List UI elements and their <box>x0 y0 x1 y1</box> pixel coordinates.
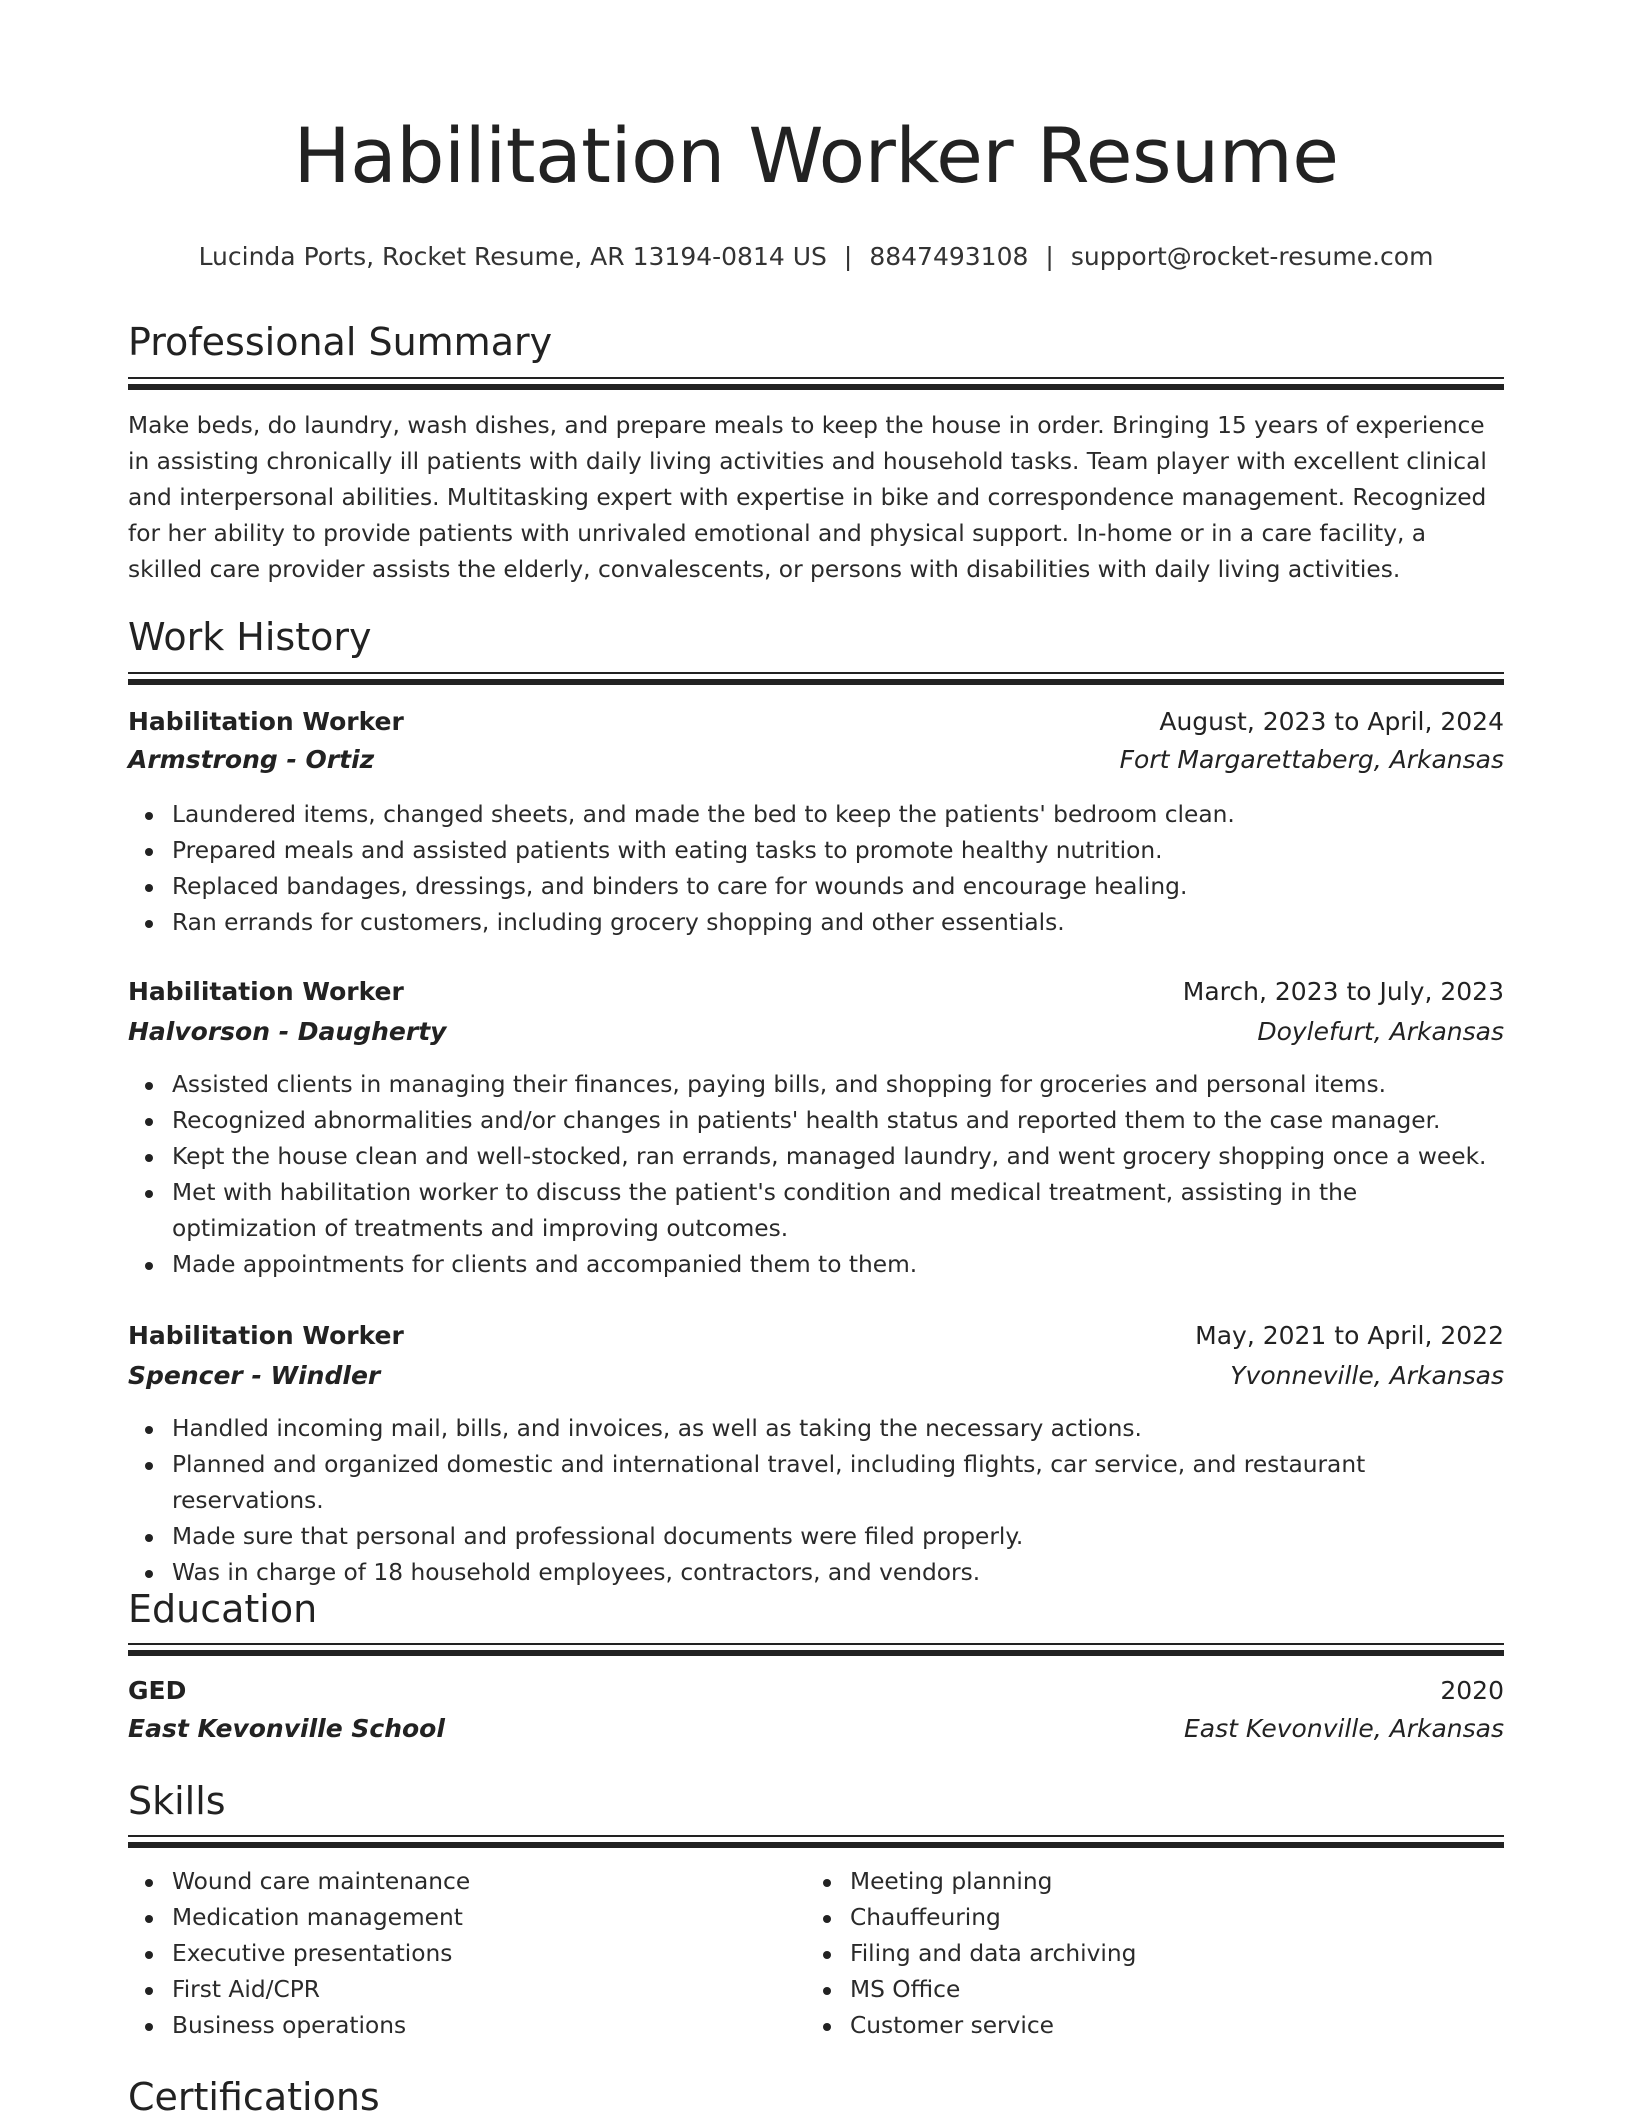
list-item: Recognized abnormalities and/or changes in patients' health status and reported them to the case manager. <box>172 1103 1504 1139</box>
job-bullets <box>128 1411 1504 1591</box>
education-year: 2020 <box>1440 1676 1504 1705</box>
job-dates: August, 2023 to April, 2024 <box>1159 707 1504 736</box>
education-location: East Kevonville, Arkansas <box>1183 1714 1504 1743</box>
list-item: Made sure that personal and professional documents were filed properly. <box>172 1519 1504 1555</box>
job-bullets <box>128 1067 1504 1283</box>
list-item: Was in charge of 18 household employees, contractors, and vendors. <box>172 1555 1504 1591</box>
list-item: Laundered items, changed sheets, and made the bed to keep the patients' bedroom clean. <box>172 797 1504 833</box>
section-divider <box>128 377 1504 391</box>
section-divider <box>128 1643 1504 1657</box>
list-item: Made appointments for clients and accompanied them to them. <box>172 1247 1504 1283</box>
job-location: Yvonneville, Arkansas <box>1230 1361 1504 1390</box>
skills-list-left <box>128 1864 768 2044</box>
job-title: Habilitation Worker <box>128 1321 404 1350</box>
contact-address: Lucinda Ports, Rocket Resume, AR 13194-0814 US <box>198 242 827 271</box>
job-employer: Spencer - Windler <box>128 1361 381 1390</box>
contact-phone: 8847493108 <box>869 242 1029 271</box>
summary-heading: Professional Summary <box>128 320 553 364</box>
work-history-heading: Work History <box>128 615 372 659</box>
job-subheader <box>128 742 1504 778</box>
list-item: Ran errands for customers, including grocery shopping and other essentials. <box>172 905 1504 941</box>
job-title: Habilitation Worker <box>128 977 404 1006</box>
job-employer: Halvorson - Daugherty <box>128 1017 447 1046</box>
skill-item: Meeting planning <box>850 1864 1446 1900</box>
job-location: Doylefurt, Arkansas <box>1257 1017 1504 1046</box>
contact-separator: | <box>1045 242 1054 271</box>
skill-item: Customer service <box>850 2008 1446 2044</box>
skill-item: MS Office <box>850 1972 1446 2008</box>
skills-list-right <box>806 1864 1446 2044</box>
certifications-heading: Certifications <box>128 2075 380 2119</box>
skill-item: Business operations <box>172 2008 768 2044</box>
job-bullets <box>128 797 1504 941</box>
section-divider <box>128 1835 1504 1849</box>
education-subheader <box>128 1711 1504 1747</box>
education-degree: GED <box>128 1676 187 1705</box>
contact-separator: | <box>843 242 853 271</box>
job-header <box>128 704 1504 740</box>
skill-item: Medication management <box>172 1900 768 1936</box>
list-item: Handled incoming mail, bills, and invoices, as well as taking the necessary actions. <box>172 1411 1504 1447</box>
list-item: Planned and organized domestic and international travel, including flights, car service, and restaurant reservations. <box>172 1447 1504 1519</box>
job-subheader <box>128 1014 1504 1050</box>
skill-item: Wound care maintenance <box>172 1864 768 1900</box>
skills-heading: Skills <box>128 1779 226 1823</box>
contact-line <box>128 241 1504 273</box>
skill-item: Executive presentations <box>172 1936 768 1972</box>
job-dates: March, 2023 to July, 2023 <box>1182 977 1504 1006</box>
skill-item: Chauffeuring <box>850 1900 1446 1936</box>
contact-email: support@rocket-resume.com <box>1070 242 1434 271</box>
education-school: East Kevonville School <box>128 1714 445 1743</box>
job-header <box>128 1318 1504 1354</box>
education-heading: Education <box>128 1587 318 1631</box>
job-title: Habilitation Worker <box>128 707 404 736</box>
resume-title: Habilitation Worker Resume <box>293 111 1339 200</box>
list-item: Met with habilitation worker to discuss the patient's condition and medical treatment, assisting in the optimization of treatments and improving outcomes. <box>172 1175 1504 1247</box>
skill-item: Filing and data archiving <box>850 1936 1446 1972</box>
list-item: Replaced bandages, dressings, and binders to care for wounds and encourage healing. <box>172 869 1504 905</box>
job-dates: May, 2021 to April, 2022 <box>1195 1321 1504 1350</box>
job-location: Fort Margarettaberg, Arkansas <box>1119 745 1504 774</box>
list-item: Kept the house clean and well-stocked, ran errands, managed laundry, and went grocery shopping once a week. <box>172 1139 1504 1175</box>
skill-item: First Aid/CPR <box>172 1972 768 2008</box>
education-header <box>128 1673 1504 1709</box>
list-item: Prepared meals and assisted patients with eating tasks to promote healthy nutrition. <box>172 833 1504 869</box>
section-divider <box>128 672 1504 686</box>
job-header <box>128 974 1504 1010</box>
job-employer: Armstrong - Ortiz <box>128 745 375 774</box>
summary-text: Make beds, do laundry, wash dishes, and prepare meals to keep the house in order. Bringing 15 years of experience in assisting chronically ill patients with daily living activities and household tasks. Team player with excellent clinical and interpersonal abilities. Multitasking expert with expertise in bike and correspondence management. Recognized for her ability to provide patients with unrivaled emotional and physical support. In-home or in a care facility, a skilled care provider assists the elderly, convalescents, or persons with disabilities with daily living activities. <box>128 412 1487 583</box>
job-subheader <box>128 1358 1504 1394</box>
list-item: Assisted clients in managing their finances, paying bills, and shopping for groceries and personal items. <box>172 1067 1504 1103</box>
